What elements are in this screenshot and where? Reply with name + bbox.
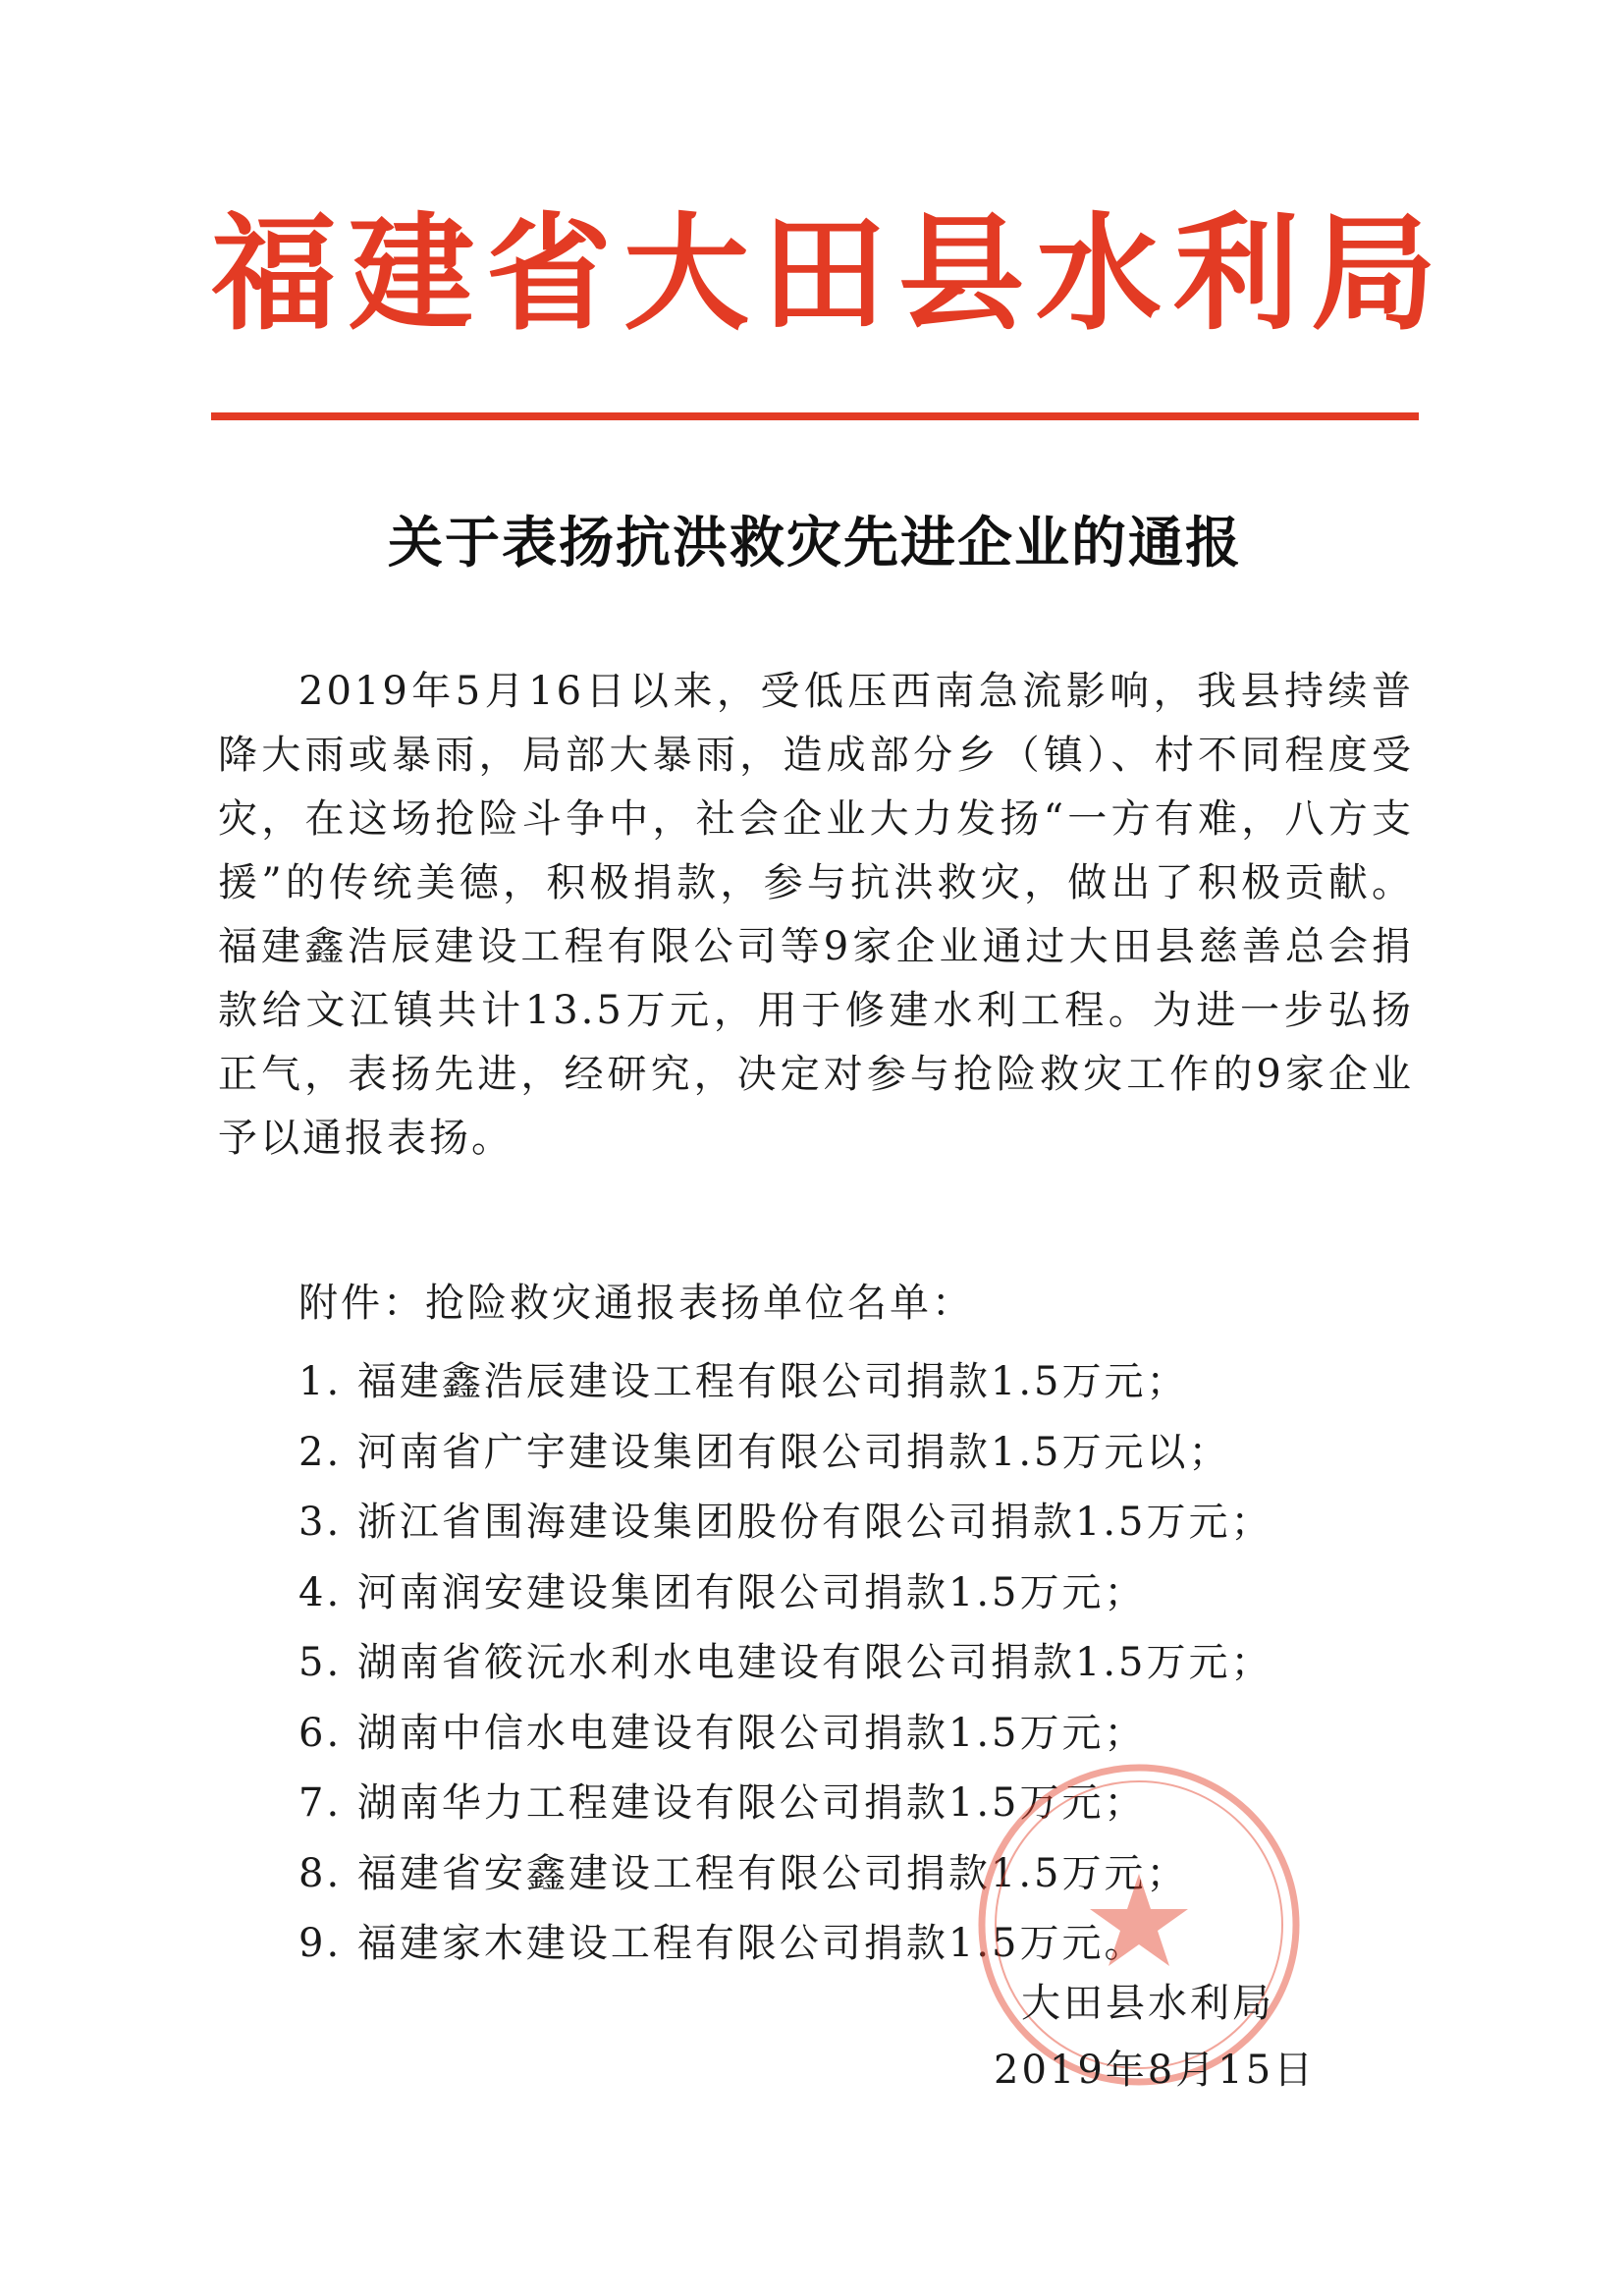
list-item: 4. 河南润安建设集团有限公司捐款1.5万元；: [298, 1569, 1147, 1615]
list-item: 7. 湖南华力工程建设有限公司捐款1.5万元；: [298, 1780, 1147, 1826]
attachment-label: 附件：抢险救灾通报表扬单位名单：: [298, 1281, 974, 1326]
document-title: 关于表扬抗洪救灾先进企业的通报: [388, 511, 1242, 575]
list-item: 2. 河南省广宇建设集团有限公司捐款1.5万元以；: [298, 1429, 1231, 1475]
issuer-name: 大田县水利局: [1021, 1981, 1274, 2026]
masthead-divider: [211, 412, 1419, 420]
agency-masthead: 福建省大田县水利局: [211, 201, 1449, 348]
list-item: 6. 湖南中信水电建设有限公司捐款1.5万元；: [298, 1710, 1147, 1756]
issue-date: 2019年8月15日: [994, 2048, 1317, 2093]
list-item: 3. 浙江省围海建设集团股份有限公司捐款1.5万元；: [298, 1500, 1273, 1545]
document-body: 2019年5月16日以来，受低压西南急流影响，我县持续普降大雨或暴雨，局部大暴雨，造成部分乡（镇）、村不同程度受灾，在这场抢险斗争中，社会企业大力发扬“一方有难，八方支援”的传统美德，积极捐款，参与抗洪救灾，做出了积极贡献。福建鑫浩辰建设工程有限公司等9家企业通过大田县慈善总会捐款给文江镇共计13.5万元，用于修建水利工程。为进一步弘扬正气，表扬先进，经研究，决定对参与抢险救灾工作的9家企业予以通报表扬。: [218, 669, 1414, 1161]
list-item: 8. 福建省安鑫建设工程有限公司捐款1.5万元；: [298, 1850, 1189, 1896]
list-item: 1. 福建鑫浩辰建设工程有限公司捐款1.5万元；: [298, 1359, 1189, 1404]
list-item: 9. 福建家木建设工程有限公司捐款1.5万元。: [298, 1921, 1147, 1966]
list-item: 5. 湖南省筱沅水利水电建设有限公司捐款1.5万元；: [298, 1640, 1273, 1685]
